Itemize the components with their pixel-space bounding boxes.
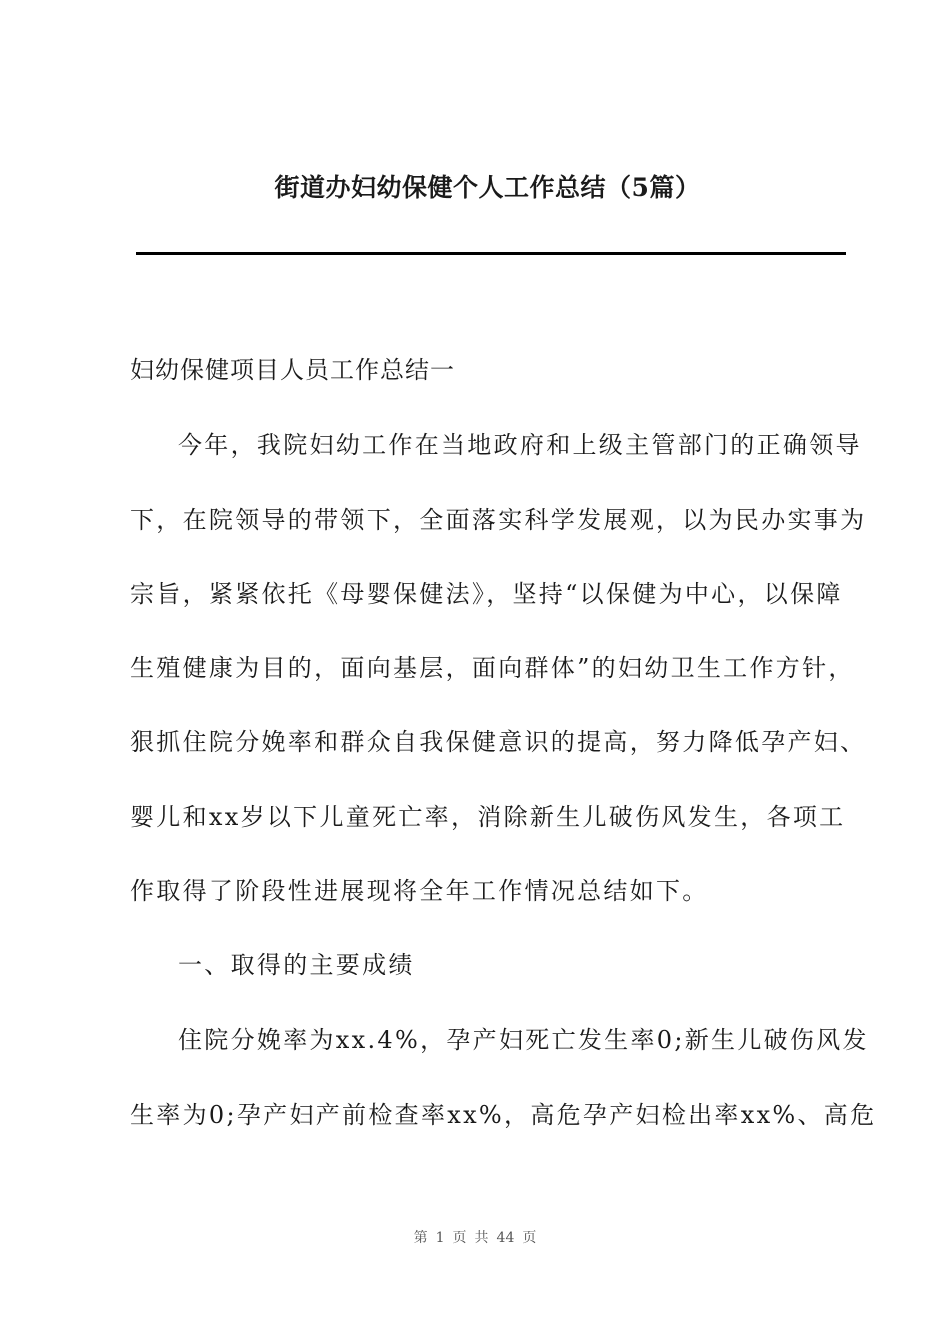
paragraph-line: 狠抓住院分娩率和群众自我保健意识的提高，努力降低孕产妇、: [130, 728, 867, 756]
paragraph-line: 生殖健康为目的，面向基层，面向群体”的妇幼卫生工作方针，: [130, 654, 855, 682]
paragraph-line: 今年，我院妇幼工作在当地政府和上级主管部门的正确领导: [178, 431, 862, 459]
paragraph-line: 生率为0;孕产妇产前检查率xx%，高危孕产妇检出率xx%、高危: [130, 1101, 877, 1129]
footer-current-page: 1: [435, 1230, 445, 1246]
footer-label-page: 页: [452, 1230, 467, 1246]
footer-total-pages: 44: [496, 1230, 515, 1246]
paragraph-line: 宗旨，紧紧依托《母婴保健法》，坚持“以保健为中心，以保障: [130, 580, 843, 608]
paragraph-line: 住院分娩率为xx.4%，孕产妇死亡发生率0;新生儿破伤风发: [178, 1026, 869, 1054]
footer-label-total: 共: [474, 1230, 489, 1246]
section-heading: 妇幼保健项目人员工作总结一: [130, 356, 455, 384]
title-divider: [136, 252, 846, 255]
page-footer: [0, 1228, 950, 1248]
footer-label-last: 页: [522, 1230, 537, 1246]
paragraph-line: 下，在院领导的带领下，全面落实科学发展观，以为民办实事为: [130, 506, 867, 534]
subheading: 一、取得的主要成绩: [178, 951, 415, 979]
footer-label-first: 第: [413, 1230, 428, 1246]
paragraph-line: 婴儿和xx岁以下儿童死亡率，消除新生儿破伤风发生，各项工: [130, 803, 846, 831]
document-title: 街道办妇幼保健个人工作总结（5篇）: [274, 173, 701, 202]
paragraph-line: 作取得了阶段性进展现将全年工作情况总结如下。: [130, 877, 709, 905]
